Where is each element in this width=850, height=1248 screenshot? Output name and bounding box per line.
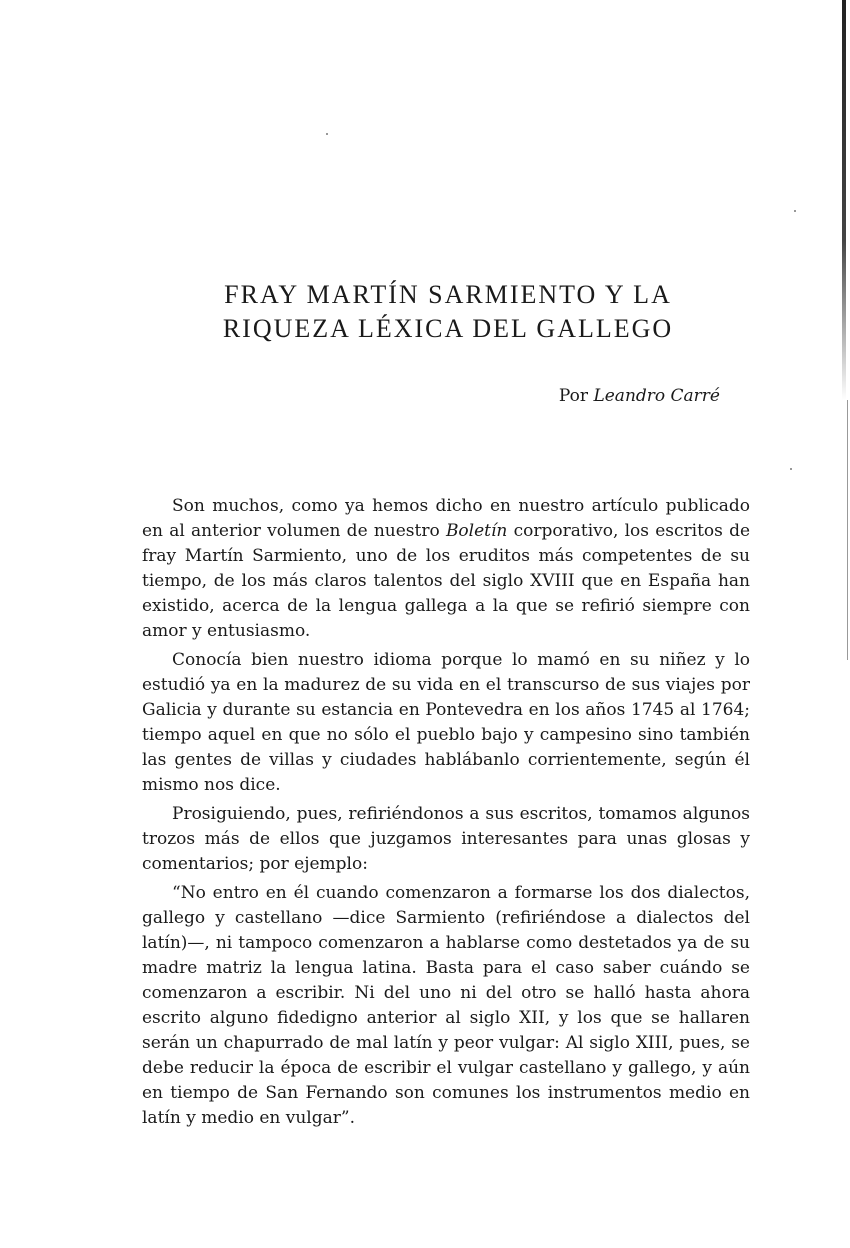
page-edge-line <box>847 400 848 660</box>
scan-speck <box>790 468 792 470</box>
paragraph-1 <box>142 494 750 644</box>
article-body <box>142 494 750 1135</box>
paragraph-3: Prosiguiendo, pues, refiriéndonos a sus escritos, tomamos algunos trozos más de ellos que juzgamos interesantes para unas glosas y comentarios; por ejemplo: <box>142 804 750 874</box>
boletin-italic: Boletín <box>445 521 508 541</box>
byline-prefix: Por <box>558 386 589 406</box>
title-line-1: FRAY MARTÍN SARMIENTO Y LA <box>224 280 672 309</box>
paragraph-2: Conocía bien nuestro idioma porque lo mamó en su niñez y lo estudió ya en la madurez de su vida en el transcurso de sus viajes por Galicia y durante su estancia en Pontevedra en los años 1745 al 1764; tiempo aquel en que no sólo el pueblo bajo y campesino sino también las gentes de villas y ciudades hablábanlo corrientemente, según él mismo nos dice. <box>142 650 750 795</box>
scan-speck <box>794 210 796 212</box>
paragraph-1-end: corporativo, los escritos de fray Martín Sarmiento, uno de los eruditos más competentes de su tiempo, de los más claros talentos del siglo XVIII que en España han existido, acerca de la lengua gallega a la que se refirió siempre con amor y entusiasmo. <box>142 521 751 641</box>
page-edge-shadow <box>842 0 846 400</box>
paragraph-1-start: Son muchos, como ya hemos dicho en nuestro artículo publicado en al anterior volumen de nuestro <box>142 496 750 541</box>
title-line-2: RIQUEZA LÉXICA DEL GALLEGO <box>222 314 674 343</box>
paragraph-quote: “No entro en él cuando comenzaron a formarse los dos dialectos, gallego y castellano —dice Sarmiento (refiriéndose a dialectos del latín)—, ni tampoco comenzaron a hablarse como destetados ya de su madre matriz la lengua latina. Basta para el caso saber cuándo se comenzaron a escribir. Ni del uno ni del otro se halló hasta ahora escrito alguno fidedigno anterior al siglo XII, y los que se hallaren serán un chapurrado de mal latín y peor vulgar: Al siglo XIII, pues, se debe reducir la época de escribir el vulgar castellano y gallego, y aún en tiempo de San Fernando son comunes los instrumentos medio en latín y medio en vulgar”. <box>142 883 750 1128</box>
scan-speck <box>326 133 328 135</box>
author-name: Leandro Carré <box>593 386 720 406</box>
byline <box>559 386 720 406</box>
article-title <box>150 278 746 346</box>
